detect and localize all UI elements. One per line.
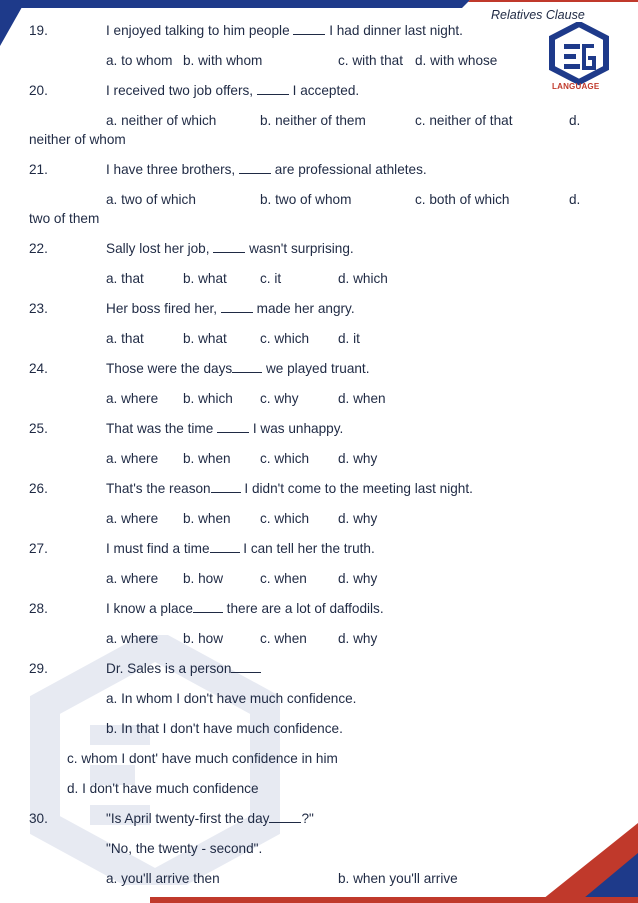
option-c: c. it xyxy=(260,271,282,286)
option-b: b. two of whom xyxy=(260,192,352,207)
option-b: b. how xyxy=(183,631,224,646)
question-reply: "No, the twenty - second". xyxy=(106,841,263,856)
option-d: d. why xyxy=(338,631,378,646)
option-c: c. whom I dont' have much confidence in him xyxy=(67,751,338,766)
question-number: 23. xyxy=(29,301,48,316)
option-a: a. that xyxy=(106,331,144,346)
option-a: a. two of which xyxy=(106,192,196,207)
question-number: 25. xyxy=(29,421,48,436)
question-stem: I received two job offers, I accepted. xyxy=(106,83,360,98)
option-b: b. when xyxy=(183,511,231,526)
question-stem: Her boss fired her, made her angry. xyxy=(106,301,355,316)
footer-bar xyxy=(150,897,638,903)
option-a: a. neither of which xyxy=(106,113,217,128)
option-a: a. where xyxy=(106,571,159,586)
question-stem: "Is April twenty-first the day ?" xyxy=(106,811,314,826)
option-c: c. which xyxy=(260,331,310,346)
option-b: b. what xyxy=(183,271,227,286)
question-number: 20. xyxy=(29,83,48,98)
option-b: b. which xyxy=(183,391,233,406)
option-a: a. you'll arrive then xyxy=(106,871,220,886)
question-stem: That was the time I was unhappy. xyxy=(106,421,344,436)
header-bar xyxy=(0,0,638,8)
option-a: a. that xyxy=(106,271,144,286)
worksheet-title: Relatives Clause xyxy=(491,8,585,22)
question-stem: Sally lost her job, wasn't surprising. xyxy=(106,241,354,256)
question-number: 22. xyxy=(29,241,48,256)
option-a: a. In whom I don't have much confidence. xyxy=(106,691,357,706)
option-b: b. In that I don't have much confidence. xyxy=(106,721,343,736)
question-number: 27. xyxy=(29,541,48,556)
option-c: c. neither of that xyxy=(415,113,513,128)
question-number: 19. xyxy=(29,23,48,38)
option-c: c. when xyxy=(260,571,307,586)
option-d: d. xyxy=(569,113,581,128)
option-a: a. to whom xyxy=(106,53,173,68)
question-stem: I enjoyed talking to him people I had dinner last night. xyxy=(106,23,463,38)
question-number: 24. xyxy=(29,361,48,376)
question-number: 26. xyxy=(29,481,48,496)
option-b: b. what xyxy=(183,331,227,346)
option-b: b. with whom xyxy=(183,53,263,68)
option-c: c. with that xyxy=(338,53,403,68)
question-stem: Those were the days we played truant. xyxy=(106,361,370,376)
option-a: a. where xyxy=(106,511,159,526)
question-stem: Dr. Sales is a person xyxy=(106,661,261,677)
option-d: d. xyxy=(569,192,581,207)
corner-stripes xyxy=(518,823,638,903)
question-stem: I know a place there are a lot of daffodils. xyxy=(106,601,384,616)
option-b: b. when xyxy=(183,451,231,466)
option-c: c. which xyxy=(260,511,310,526)
option-d: d. why xyxy=(338,571,378,586)
option-d: d. why xyxy=(338,511,378,526)
question-number: 29. xyxy=(29,661,48,676)
option-c: c. when xyxy=(260,631,307,646)
option-d-text: neither of whom xyxy=(29,132,126,147)
option-b: b. when you'll arrive xyxy=(338,871,458,886)
option-d: d. why xyxy=(338,451,378,466)
option-c: c. both of which xyxy=(415,192,510,207)
option-d-text: two of them xyxy=(29,211,100,226)
logo-text: LANGUAGE xyxy=(552,82,600,91)
option-d: d. I don't have much confidence xyxy=(67,781,259,796)
question-stem: I must find a time I can tell her the truth. xyxy=(106,541,375,556)
option-d: d. which xyxy=(338,271,388,286)
option-a: a. where xyxy=(106,391,159,406)
option-c: c. which xyxy=(260,451,310,466)
option-a: a. where xyxy=(106,631,159,646)
option-b: b. neither of them xyxy=(260,113,366,128)
option-b: b. how xyxy=(183,571,224,586)
option-a: a. where xyxy=(106,451,159,466)
question-stem: That's the reason I didn't come to the meeting last night. xyxy=(106,481,473,496)
question-number: 28. xyxy=(29,601,48,616)
option-d: d. with whose xyxy=(415,53,498,68)
option-d: d. when xyxy=(338,391,386,406)
option-d: d. it xyxy=(338,331,360,346)
option-c: c. why xyxy=(260,391,299,406)
question-stem: I have three brothers, are professional athletes. xyxy=(106,162,427,177)
question-number: 21. xyxy=(29,162,48,177)
question-number: 30. xyxy=(29,811,48,826)
